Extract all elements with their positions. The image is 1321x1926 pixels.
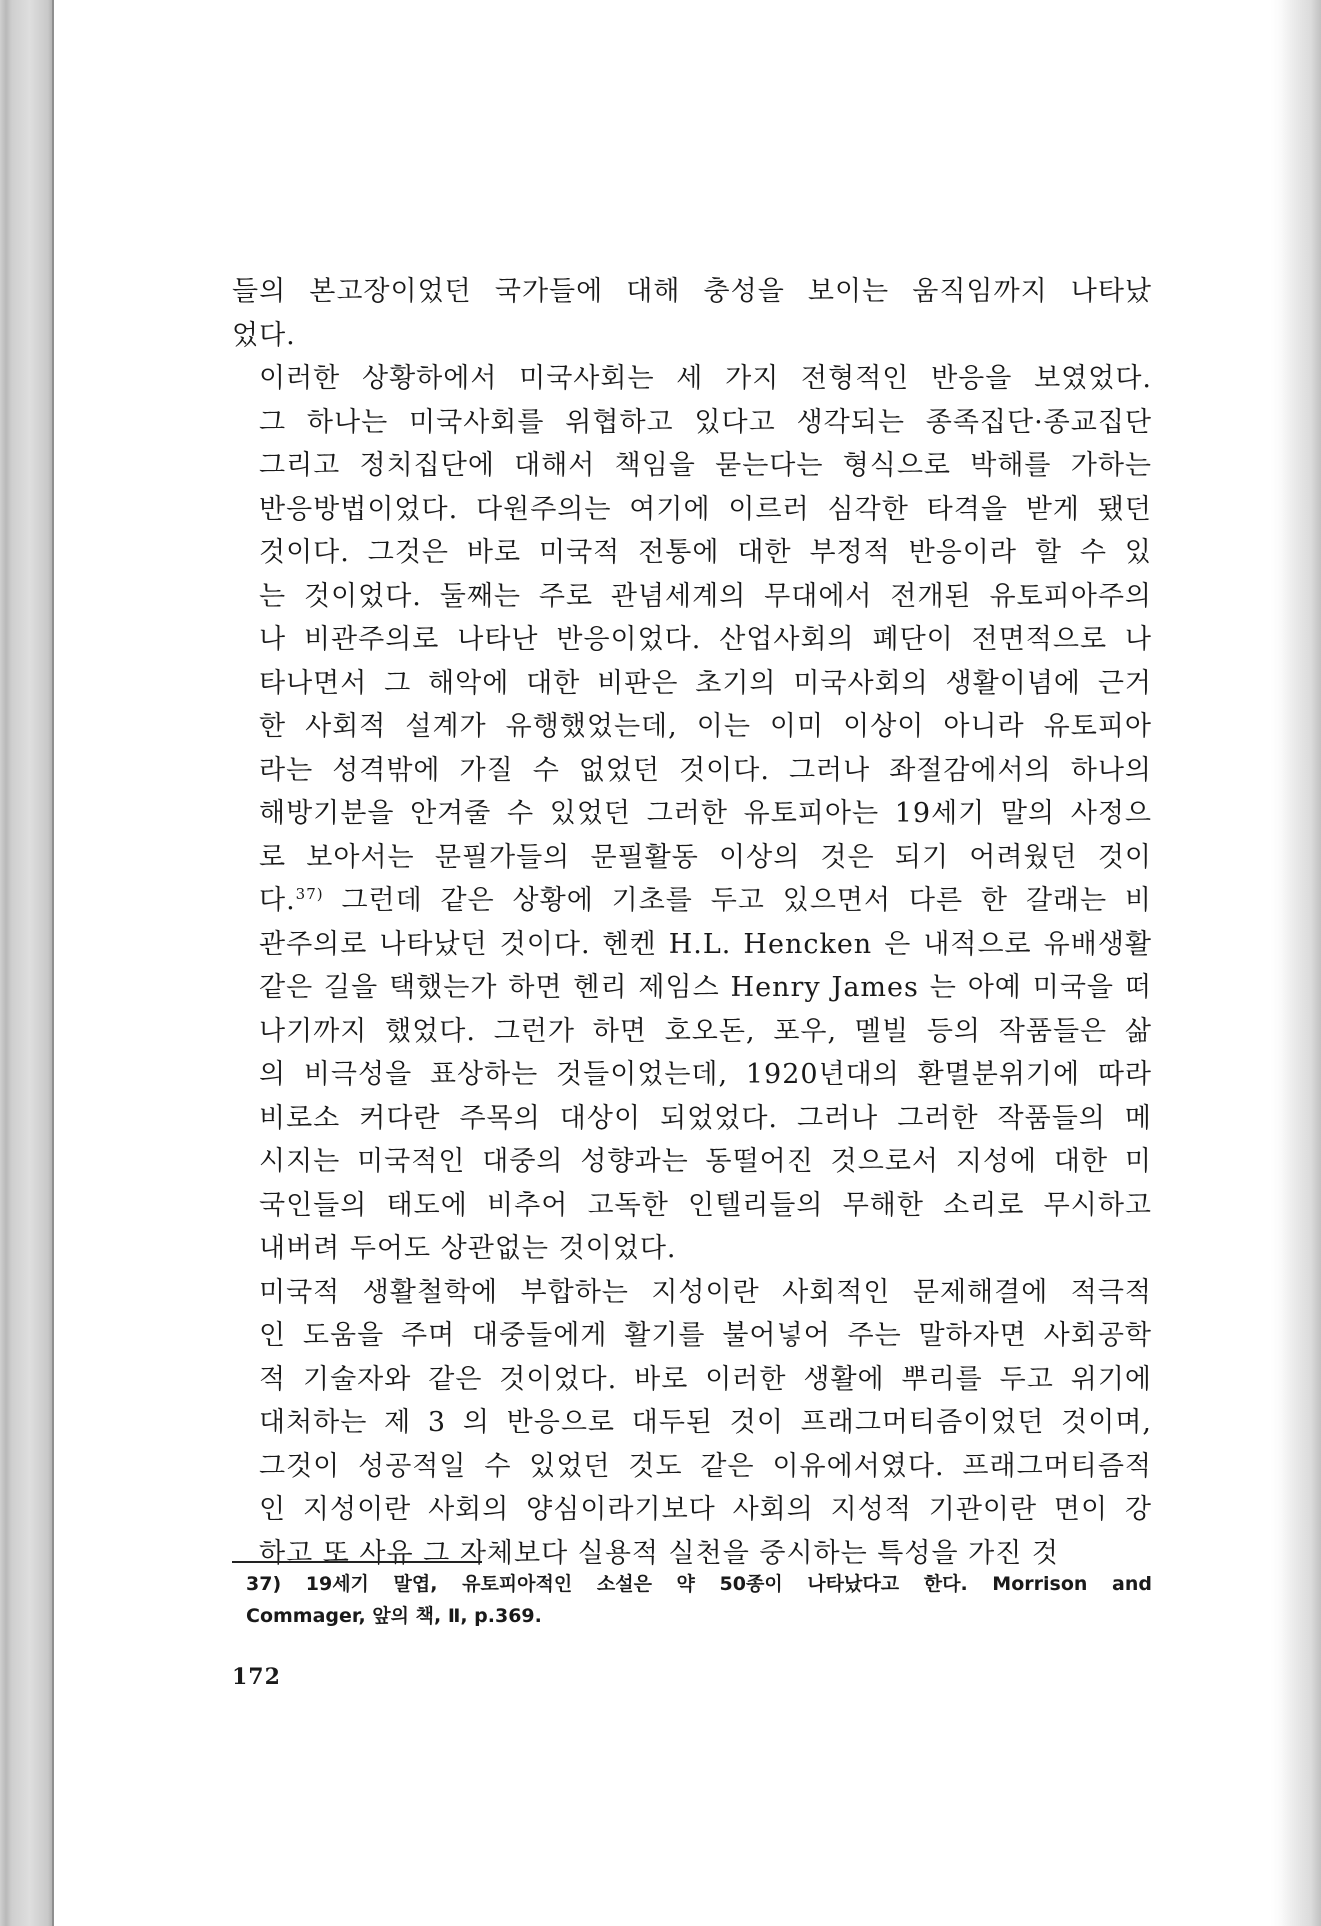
text-line: 비로소 커다란 주목의 대상이 되었었다. 그러나 그러한 작품들의 메 xyxy=(259,1102,1152,1134)
footnote xyxy=(246,1568,1152,1632)
paragraph xyxy=(232,270,1152,357)
text-line: 인 도움을 주며 대중들에게 활기를 불어넣어 주는 말하자면 사회공학 xyxy=(259,1320,1152,1351)
text-line: 한 사회적 설계가 유행했었는데, 이는 이미 이상이 아니라 유토피아 xyxy=(259,711,1152,742)
text-line: 로 보아서는 문필가들의 문필활동 이상의 것은 되기 어려웠던 것이 xyxy=(259,841,1152,873)
text-line: 반응방법이었다. 다원주의는 여기에 이르러 심각한 타격을 받게 됐던 xyxy=(259,493,1152,525)
text-line: 라는 성격밖에 가질 수 없었던 것이다. 그러나 좌절감에서의 하나의 xyxy=(259,754,1152,786)
text-line: 인 지성이란 사회의 양심이라기보다 사회의 지성적 기관이란 면이 강 xyxy=(259,1494,1152,1525)
text-line: 다.$^{37)}$ 그런데 같은 상황에 기초를 두고 있으면서 다른 한 갈래는 비 xyxy=(259,885,1152,916)
paragraph xyxy=(232,357,1152,1271)
footnote-line: 37) 19세기 말엽, 유토피아적인 소설은 약 50종이 나타났다고 한다. Morrison and xyxy=(246,1573,1152,1595)
paragraph xyxy=(232,1271,1152,1576)
text-line: 대처하는 제 3 의 반응으로 대두된 것이 프래그머티즘이었던 것이며, xyxy=(259,1407,1152,1438)
text-line: 이러한 상황하에서 미국사회는 세 가지 전형적인 반응을 보였었다. xyxy=(259,363,1152,394)
footnote-rule xyxy=(232,1561,482,1563)
text-line: 같은 길을 택했는가 하면 헨리 제임스 Henry James 는 아예 미국을 떠 xyxy=(259,972,1152,1003)
text-line: 는 것이었다. 둘째는 주로 관념세계의 무대에서 전개된 유토피아주의 xyxy=(259,580,1152,612)
text-line: 미국적 생활철학에 부합하는 지성이란 사회적인 문제해결에 적극적 xyxy=(259,1276,1152,1308)
text-line: 시지는 미국적인 대중의 성향과는 동떨어진 것으로서 지성에 대한 미 xyxy=(259,1146,1152,1177)
page-number: 172 xyxy=(232,1664,281,1690)
text-line: 나기까지 했었다. 그런가 하면 호오돈, 포우, 멜빌 등의 작품들은 삶 xyxy=(259,1015,1152,1047)
text-line: 국인들의 태도에 비추어 고독한 인텔리들의 무해한 소리로 무시하고 xyxy=(259,1189,1152,1221)
book-left-edge xyxy=(0,0,54,1926)
text-line: 그리고 정치집단에 대해서 책임을 묻는다는 형식으로 박해를 가하는 xyxy=(259,450,1152,481)
book-right-edge xyxy=(1281,0,1321,1926)
footnote-line: Commager, 앞의 책, Ⅱ, p.369. xyxy=(246,1605,542,1627)
text-line: 그 하나는 미국사회를 위협하고 있다고 생각되는 종족집단·종교집단 xyxy=(259,406,1152,438)
text-line: 것이다. 그것은 바로 미국적 전통에 대한 부정적 반응이라 할 수 있 xyxy=(259,537,1152,568)
body-text xyxy=(232,270,1152,1575)
text-line: 하고 또 사유 그 자체보다 실용적 실천을 중시하는 특성을 가진 것 xyxy=(259,1537,1059,1569)
text-line: 그것이 성공적일 수 있었던 것도 같은 이유에서였다. 프래그머티즘적 xyxy=(259,1450,1152,1482)
text-line: 타나면서 그 해악에 대한 비판은 초기의 미국사회의 생활이념에 근거 xyxy=(259,667,1152,699)
book-spine-line xyxy=(52,0,54,1926)
text-line: 내버려 두어도 상관없는 것이었다. xyxy=(259,1233,677,1264)
text-line: 의 비극성을 표상하는 것들이었는데, 1920년대의 환멸분위기에 따라 xyxy=(259,1059,1152,1090)
footnote-marker: 37) xyxy=(295,885,324,903)
page xyxy=(56,0,1281,1926)
text-line: 적 기술자와 같은 것이었다. 바로 이러한 생활에 뿌리를 두고 위기에 xyxy=(259,1363,1152,1395)
text-line: 관주의로 나타났던 것이다. 헨켄 H.L. Hencken 은 내적으로 유배생활 xyxy=(259,928,1152,960)
text-line: 었다. xyxy=(232,319,296,351)
text-line: 들의 본고장이었던 국가들에 대해 충성을 보이는 움직임까지 나타났 xyxy=(232,276,1152,307)
text-line: 나 비관주의로 나타난 반응이었다. 산업사회의 폐단이 전면적으로 나 xyxy=(259,624,1152,655)
text-line: 해방기분을 안겨줄 수 있었던 그러한 유토피아는 19세기 말의 사정으 xyxy=(259,798,1152,829)
